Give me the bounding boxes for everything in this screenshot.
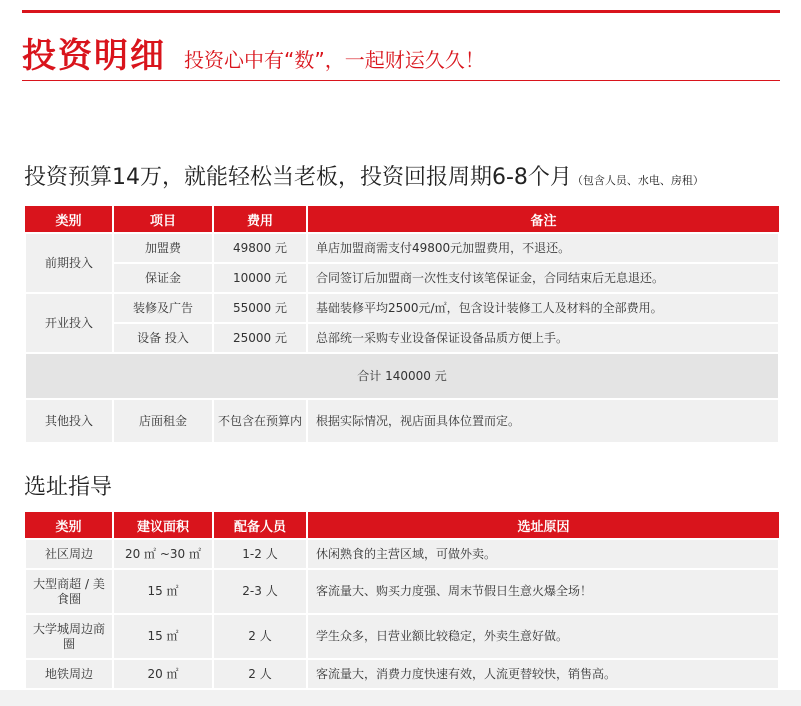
budget-remark-cell: 单店加盟商需支付49800元加盟费用，不退还。 — [307, 233, 779, 263]
table-row — [25, 233, 779, 263]
table-row — [25, 614, 779, 659]
budget-col-item: 项目 — [113, 206, 213, 233]
budget-total: 合计 140000 元 — [25, 353, 779, 399]
budget-remark-cell: 总部统一采购专业设备保证设备品质方便上手。 — [307, 323, 779, 353]
table-row — [25, 539, 779, 569]
table-row — [25, 399, 779, 443]
site-area-cell: 20 ㎡ — [113, 659, 213, 689]
site-col-type: 类别 — [25, 512, 113, 539]
site-staff-cell: 1-2 人 — [213, 539, 307, 569]
site-reason-cell: 客流量大，消费力度快速有效，人流更替较快，销售高。 — [307, 659, 779, 689]
budget-category-cell: 其他投入 — [25, 399, 113, 443]
budget-remark-cell: 根据实际情况，视店面具体位置而定。 — [307, 399, 779, 443]
budget-col-cost: 费用 — [213, 206, 307, 233]
budget-headline-note: （包含人员、水电、房租） — [571, 174, 704, 187]
site-area-cell: 20 ㎡ ~30 ㎡ — [113, 539, 213, 569]
budget-remark-cell: 基础装修平均2500元/㎡，包含设计装修工人及材料的全部费用。 — [307, 293, 779, 323]
budget-cost-cell: 25000 元 — [213, 323, 307, 353]
site-reason-cell: 学生众多，日营业额比较稳定，外卖生意好做。 — [307, 614, 779, 659]
page-title: 投资明细 — [22, 36, 166, 76]
site-type-cell: 地铁周边 — [25, 659, 113, 689]
site-area-cell: 15 ㎡ — [113, 569, 213, 614]
budget-category-cell: 前期投入 — [25, 233, 113, 293]
budget-item-cell: 装修及广告 — [113, 293, 213, 323]
budget-item-cell: 店面租金 — [113, 399, 213, 443]
site-section-title: 选址指导 — [24, 475, 113, 500]
site-staff-cell: 2 人 — [213, 659, 307, 689]
site-reason-cell: 客流量大、购买力度强、周末节假日生意火爆全场！ — [307, 569, 779, 614]
budget-header-row — [25, 206, 779, 233]
table-row — [25, 293, 779, 323]
site-header-row — [25, 512, 779, 539]
budget-cost-cell: 10000 元 — [213, 263, 307, 293]
site-type-cell: 大型商超 / 美食圈 — [25, 569, 113, 614]
site-area-cell: 15 ㎡ — [113, 614, 213, 659]
site-col-staff: 配备人员 — [213, 512, 307, 539]
bottom-fade — [0, 690, 801, 706]
site-col-area: 建议面积 — [113, 512, 213, 539]
budget-headline — [24, 160, 704, 191]
header-divider — [22, 80, 780, 81]
top-red-rule — [22, 10, 780, 13]
site-type-cell: 大学城周边商圈 — [25, 614, 113, 659]
budget-cost-cell: 不包含在预算内 — [213, 399, 307, 443]
budget-item-cell: 设备 投入 — [113, 323, 213, 353]
budget-total-row — [25, 353, 779, 399]
site-table — [24, 512, 780, 690]
page-header — [22, 28, 485, 77]
site-staff-cell: 2 人 — [213, 614, 307, 659]
budget-item-cell: 保证金 — [113, 263, 213, 293]
site-col-reason: 选址原因 — [307, 512, 779, 539]
budget-col-category: 类别 — [25, 206, 113, 233]
table-row — [25, 263, 779, 293]
page-slogan: 投资心中有“数”，一起财运久久！ — [184, 48, 485, 72]
site-type-cell: 社区周边 — [25, 539, 113, 569]
budget-table — [24, 206, 780, 444]
budget-category-cell: 开业投入 — [25, 293, 113, 353]
budget-col-remark: 备注 — [307, 206, 779, 233]
budget-headline-text: 投资预算14万，就能轻松当老板，投资回报周期6-8个月 — [24, 165, 572, 190]
site-reason-cell: 休闲熟食的主营区域，可做外卖。 — [307, 539, 779, 569]
table-row — [25, 569, 779, 614]
budget-remark-cell: 合同签订后加盟商一次性支付该笔保证金，合同结束后无息退还。 — [307, 263, 779, 293]
budget-cost-cell: 55000 元 — [213, 293, 307, 323]
budget-cost-cell: 49800 元 — [213, 233, 307, 263]
budget-item-cell: 加盟费 — [113, 233, 213, 263]
table-row — [25, 323, 779, 353]
site-staff-cell: 2-3 人 — [213, 569, 307, 614]
table-row — [25, 659, 779, 689]
